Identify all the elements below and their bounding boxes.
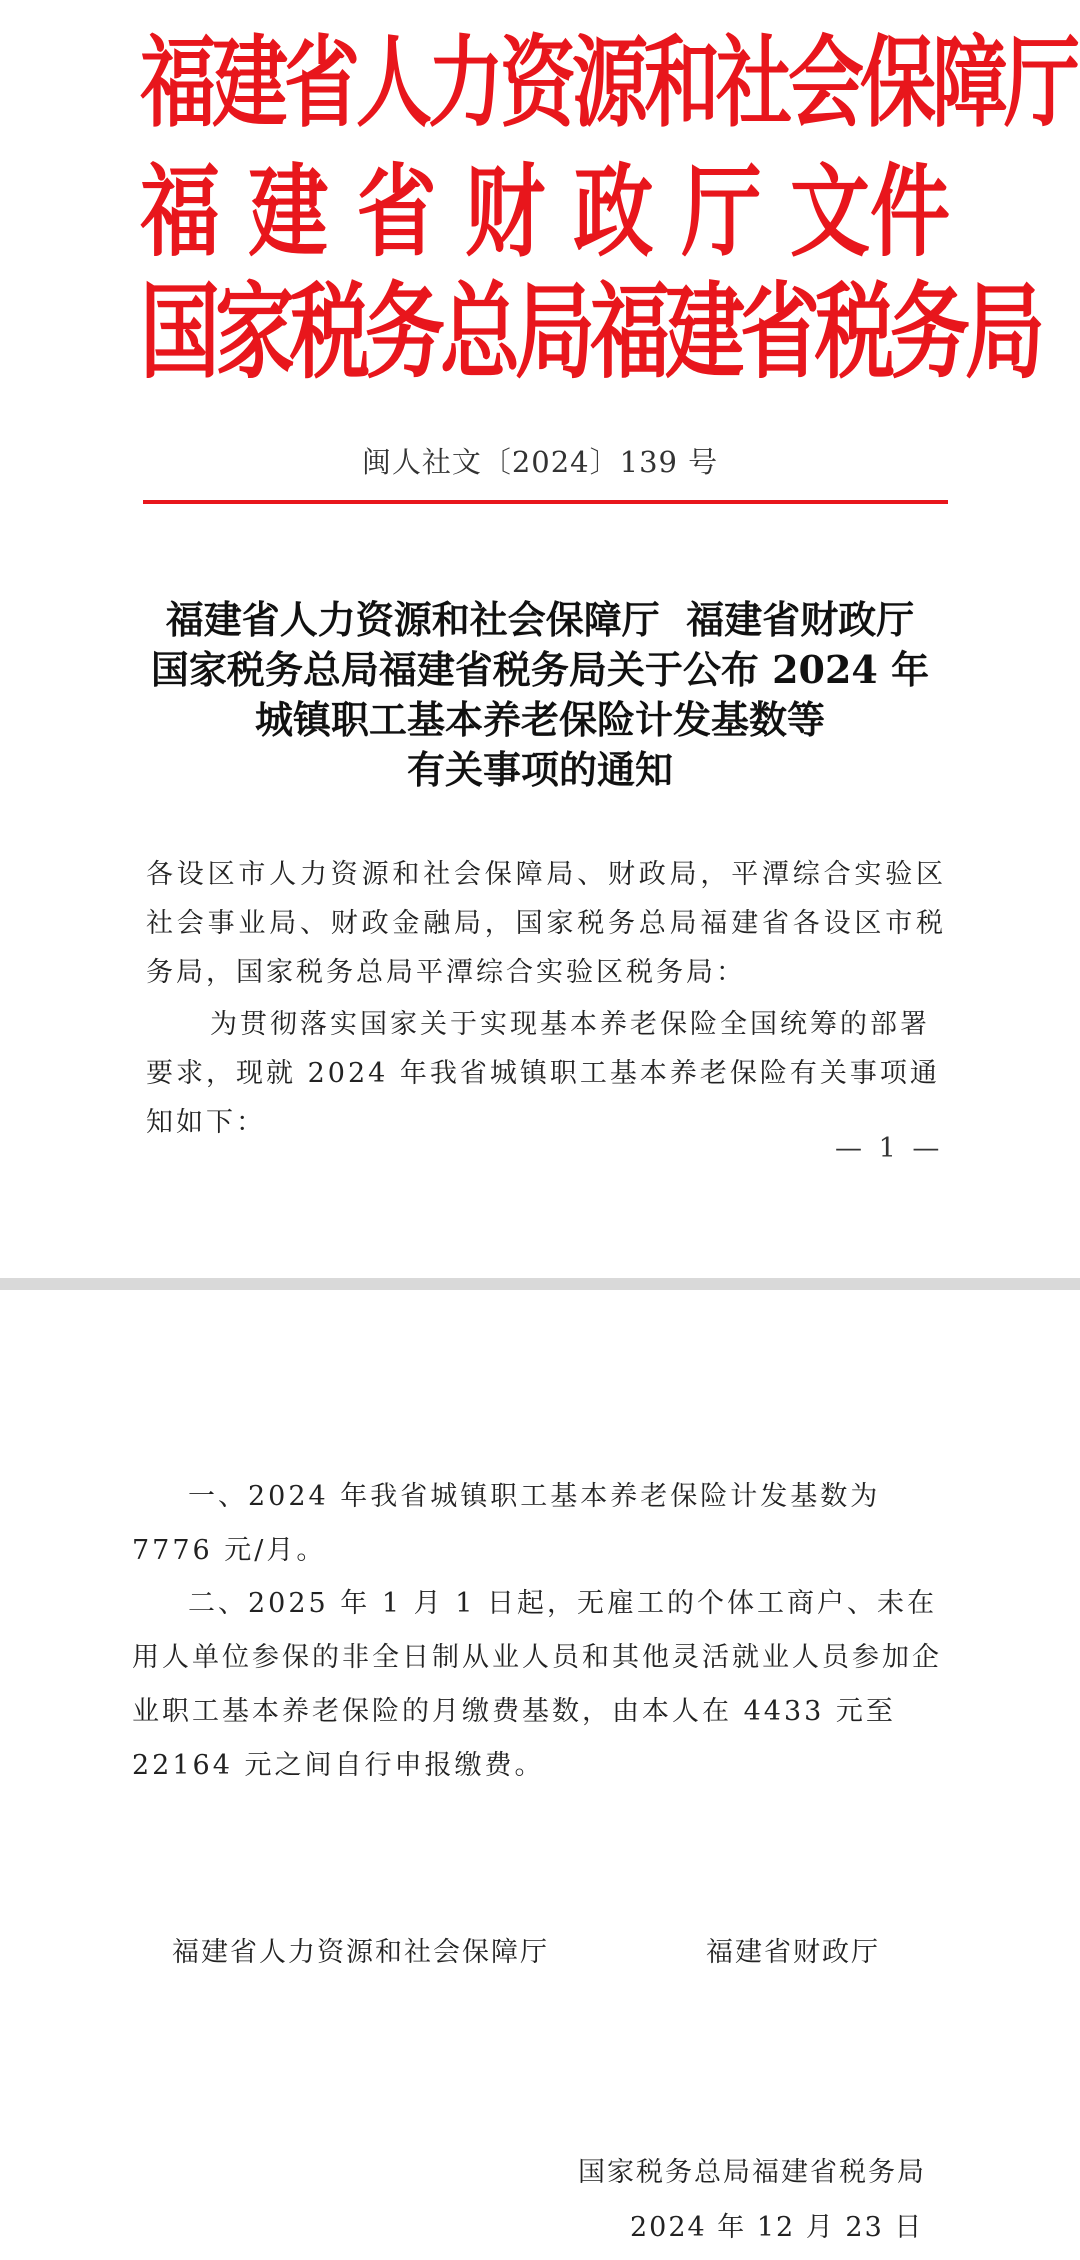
header-line-tax: 国家税务总局福建省税务局 (140, 271, 1040, 393)
page-separator (0, 1278, 1080, 1290)
item-two: 二、2025 年 1 月 1 日起，无雇工的个体工商户、未在用人单位参保的非全日制从业人员和其他灵活就业人员参加企业职工基本养老保险的月缴费基数，由本人在 4433 元至 22164 元之间自行申报缴费。 (132, 1588, 942, 1781)
document-page-2 (0, 1290, 1080, 2260)
signature-tax: 国家税务总局福建省税务局 (578, 2157, 926, 2188)
issue-date: 2024 年 12 月 23 日 (630, 2212, 924, 2243)
header-char: 省 (356, 153, 437, 270)
document-number: 闽人社文〔2024〕139 号 (361, 445, 719, 479)
page-number: — 1 — (835, 1133, 944, 1164)
intro-paragraph (146, 1000, 946, 1147)
header-line-finance (140, 150, 950, 275)
title-line: 城镇职工基本养老保险计发基数等 (254, 697, 825, 742)
signature-hrss: 福建省人力资源和社会保障厅 (172, 1937, 549, 1968)
title-line: 国家税务总局福建省税务局关于公布 2024 年 (150, 647, 930, 692)
header-char: 财 (464, 153, 545, 270)
signature-finance: 福建省财政厅 (706, 1937, 880, 1968)
header-char: 厅 (681, 153, 762, 270)
header-line-hrss: 福建省人力资源和社会保障厅 (140, 24, 1076, 141)
header-char: 建 (248, 153, 329, 270)
recipients-paragraph: 各设区市人力资源和社会保障局、财政局，平潭综合实验区社会事业局、财政金融局，国家税务总局福建省各设区市税务局，国家税务总局平潭综合实验区税务局： (146, 859, 946, 988)
item-one: 一、2024 年我省城镇职工基本养老保险计发基数为 7776 元/月。 (132, 1481, 881, 1566)
header-char-wenjian: 文件 (789, 153, 950, 270)
title-line: 福建省人力资源和社会保障厅 福建省财政厅 (165, 597, 915, 642)
header-char: 福 (140, 153, 220, 270)
intro-text: 为贯彻落实国家关于实现基本养老保险全国统筹的部署要求，现就 2024 年我省城镇职工基本养老保险有关事项通知如下： (146, 1009, 940, 1138)
title-line: 有关事项的通知 (406, 747, 673, 792)
header-char: 政 (573, 153, 654, 270)
document-title (120, 595, 960, 795)
red-divider-line (143, 500, 948, 504)
